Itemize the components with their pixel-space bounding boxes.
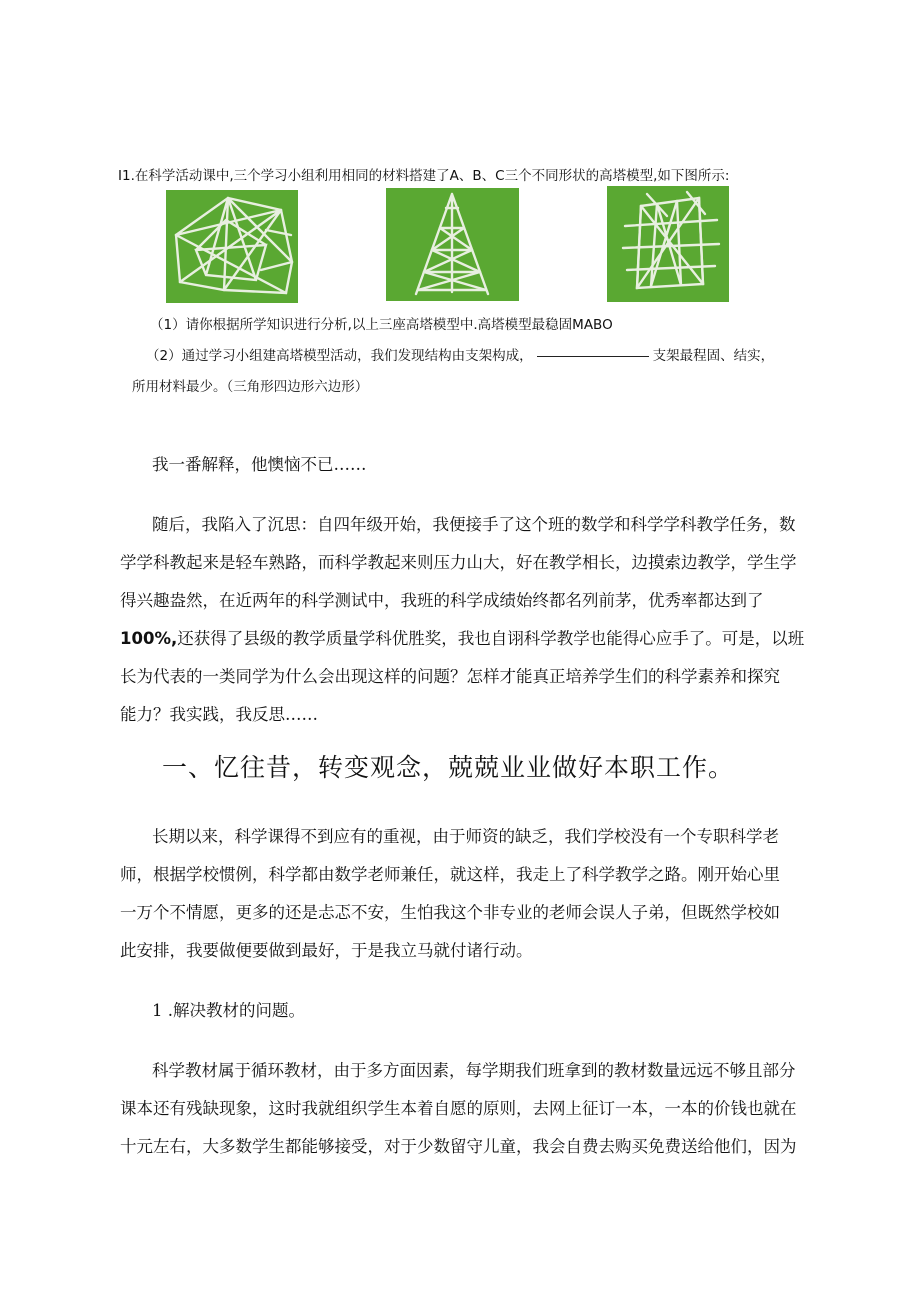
tower-model-c-image [607,186,729,302]
paragraph-background-line-3: 一万个不情愿，更多的还是忐忑不安，生怕我这个非专业的老师会误人子弟，但既然学校如 [120,903,780,922]
paragraph-reflection-line-6: 能力？我实践，我反思…… [120,705,318,724]
paragraph-reflection-line-5: 长为代表的一类同学为什么会出现这样的问题？怎样才能真正培养学生们的科学素养和探究 [120,667,780,686]
percent-value: 100%, [120,629,178,648]
section-heading: 一、忆往昔，转变观念，兢兢业业做好本职工作。 [162,753,735,782]
paragraph-reflection-line-3: 得兴趣盎然，在近两年的科学测试中，我班的科学成绩始终都名列前茅，优秀率都达到了 [120,591,764,610]
answer-blank[interactable] [537,356,649,357]
paragraph-background-line-4: 此安排，我要做便要做到最好，于是我立马就付诸行动。 [120,941,533,960]
question-intro: I1.在科学活动课中,三个学习小组利用相同的材料搭建了A、B、C三个不同形状的高塔模型,如下图所示: [118,168,730,184]
question-part-2-start: （2）通过学习小组建高塔模型活动，我们发现结构由支架构成， [146,348,533,364]
paragraph-reflection-line-4-text: 还获得了县级的教学质量学科优胜奖，我也自诩科学教学也能得心应手了。可是，以班 [177,629,805,648]
question-part-2-line-2: 所用材料最少。（三角形四边形六边形） [132,379,369,395]
paragraph-explanation: 我一番解释，他懊恼不已…… [152,455,367,474]
sub-heading: 1 .解决教材的问题。 [152,1001,305,1020]
paragraph-reflection-line-4 [120,620,805,658]
paragraph-textbook-line-3: 十元左右，大多数学生都能够接受，对于少数留守儿童，我会自费去购买免费送给他们，因为 [120,1137,797,1156]
tower-model-b-image [386,188,519,301]
question-part-1: （1）请你根据所学知识进行分析,以上三座高塔模型中.高塔模型最稳固MABO [150,317,613,333]
paragraph-background-line-2: 师，根据学校惯例，科学都由数学老师兼任，就这样，我走上了科学教学之路。刚开始心里 [120,865,780,884]
paragraph-background-line-1: 长期以来，科学课得不到应有的重视，由于师资的缺乏，我们学校没有一个专职科学老 [152,827,779,846]
tower-model-a-image [166,190,298,303]
paragraph-textbook-line-1: 科学教材属于循环教材，由于多方面因素，每学期我们班拿到的教材数量远远不够且部分 [152,1061,796,1080]
paragraph-reflection-line-2: 学学科教起来是轻车熟路，而科学教起来则压力山大，好在教学相长，边摸索边教学，学生学 [120,553,797,572]
question-part-2 [146,344,774,364]
paragraph-reflection-line-1: 随后，我陷入了沉思：自四年级开始，我便接手了这个班的数学和科学学科教学任务，数 [152,515,796,534]
paragraph-textbook-line-2: 课本还有残缺现象，这时我就组织学生本着自愿的原则，去网上征订一本，一本的价钱也就在 [120,1099,797,1118]
question-part-2-end: 支架最程固、结实， [652,348,775,364]
